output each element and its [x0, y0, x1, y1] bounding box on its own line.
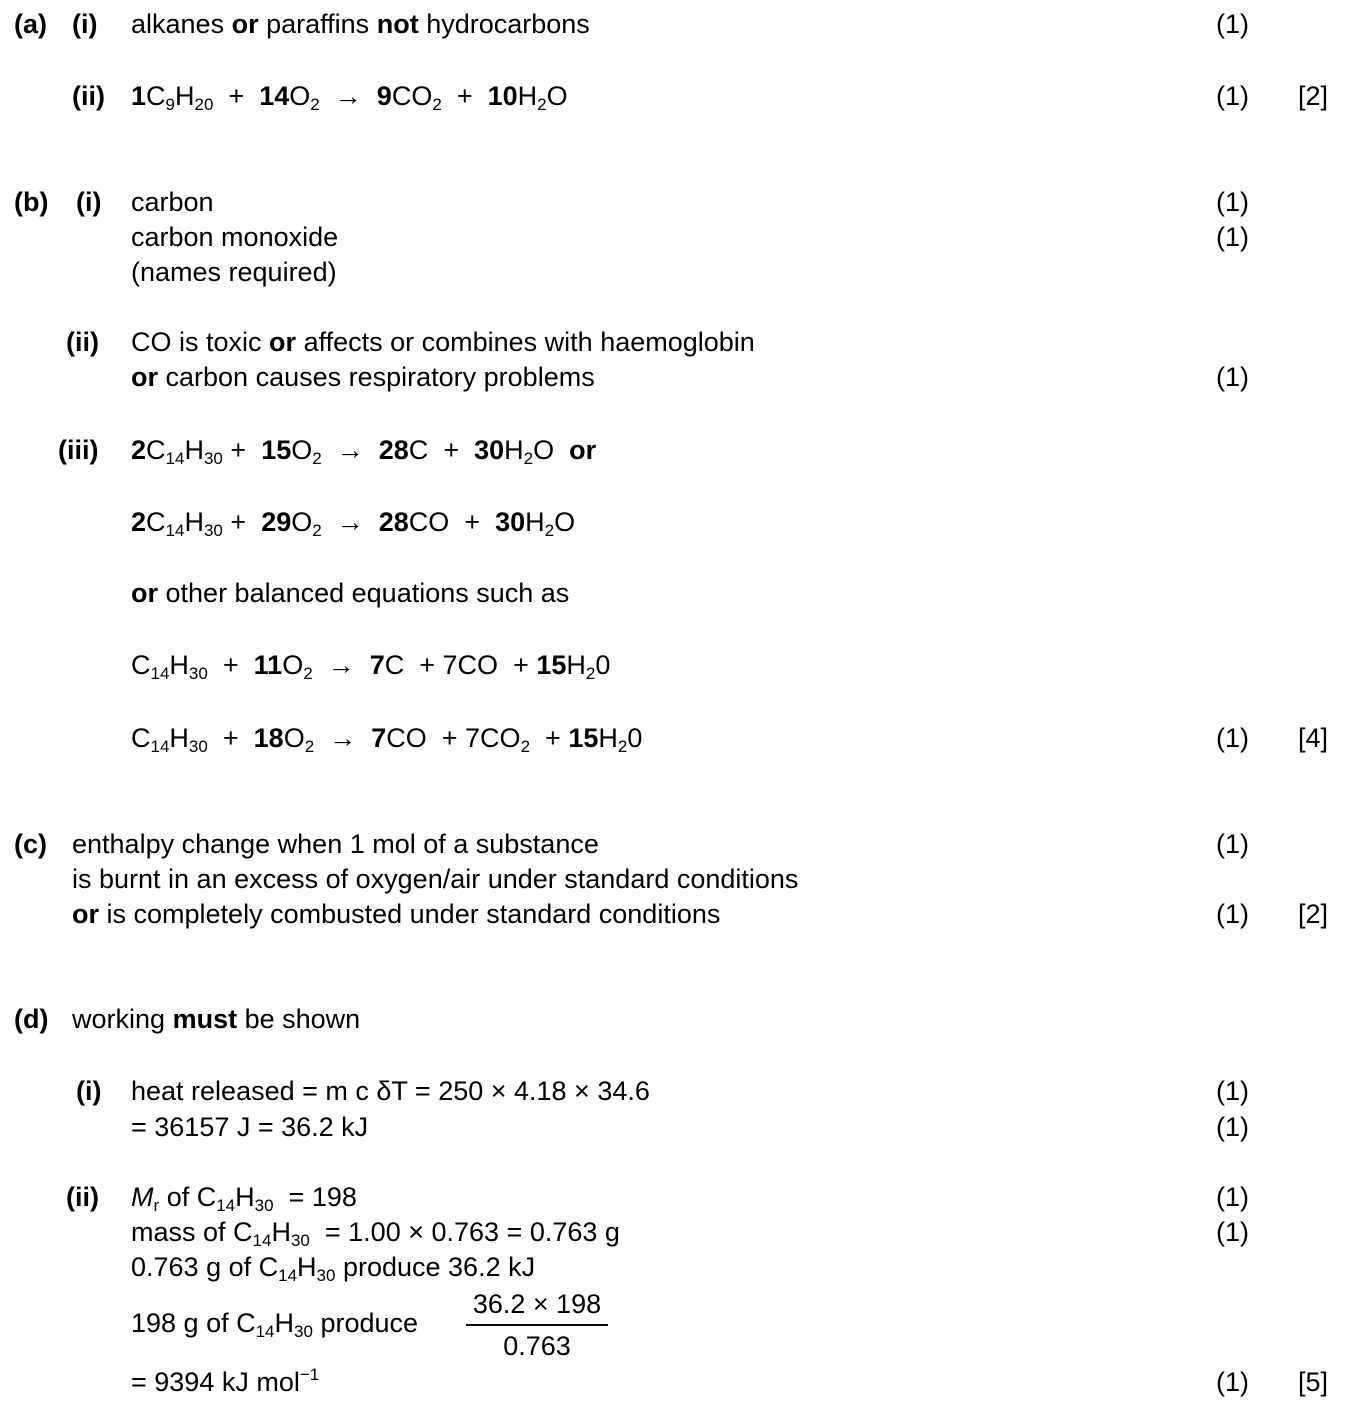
mark: (1): [1216, 9, 1249, 39]
c-text-1: enthalpy change when 1 mol of a substance: [72, 829, 599, 859]
d-ii-line-3: [0, 1249, 1346, 1285]
fraction-numerator: 36.2 × 198: [472, 1289, 602, 1319]
a-i-answer: alkanes or paraffins not hydrocarbons: [131, 9, 590, 39]
b-i-text-2: carbon monoxide: [131, 222, 339, 252]
d-i-line-1: [0, 1073, 1346, 1109]
d-ii-result: = 9394 kJ mol$^{-1}$: [131, 1365, 320, 1397]
b-iii-equation-3: $C_{14}H_{30} + 11O_2 \to 7C + 7CO + 15H_20$: [131, 650, 611, 683]
c-line-2: [0, 861, 1346, 897]
b-i-text-1: carbon: [131, 187, 214, 217]
a-ii-equation: $1C_9H_{20} + 14O_2 \to 9CO_2 + 10H_2O$: [131, 81, 568, 114]
mark: (1): [1216, 723, 1249, 753]
b-i-line-2: [0, 219, 1346, 255]
mark: (1): [1216, 1182, 1249, 1212]
b-total: [4]: [1298, 723, 1329, 753]
part-a-label: (a): [14, 9, 47, 39]
d-i-text-1: heat released = m c δT = 250 × 4.18 × 34.6: [131, 1076, 650, 1106]
mark: (1): [1216, 1076, 1249, 1106]
d-ii-line-4: [0, 1305, 1346, 1341]
d-ii-line-1: [0, 1179, 1346, 1215]
d-ii-line-5: [0, 1364, 1346, 1400]
c-line-3: [0, 896, 1346, 932]
mark: (1): [1216, 1367, 1249, 1397]
d-ii-text-2: mass of $C_{14}H_{30} = 1.00 \times 0.763 = 0.763$ g: [131, 1217, 620, 1250]
fraction-bar: [466, 1324, 608, 1326]
fraction: [466, 1286, 608, 1362]
d-i-line-2: [0, 1109, 1346, 1145]
a-total: [2]: [1298, 81, 1329, 111]
b-i-line-1: [0, 184, 1346, 220]
d-ii-text-3: 0.763 g of $C_{14}H_{30}$ produce 36.2 kJ: [131, 1252, 536, 1285]
mark: (1): [1216, 1217, 1249, 1247]
b-iii-line-2: [0, 504, 1346, 540]
b-ii-text-2: or carbon causes respiratory problems: [131, 362, 595, 392]
c-total: [2]: [1298, 899, 1329, 929]
b-ii-text-1: CO is toxic or affects or combines with haemoglobin: [131, 327, 755, 357]
c-text-3: or is completely combusted under standard conditions: [72, 899, 721, 929]
part-b-label: (b): [14, 187, 49, 217]
a-ii-label: (ii): [72, 81, 105, 111]
mark: (1): [1216, 187, 1249, 217]
b-iii-line-3: [0, 575, 1346, 611]
mark: (1): [1216, 222, 1249, 252]
b-i-line-3: [0, 254, 1346, 290]
d-ii-line-2: [0, 1214, 1346, 1250]
mark: (1): [1216, 362, 1249, 392]
mark: (1): [1216, 829, 1249, 859]
d-i-text-2: = 36157 J = 36.2 kJ: [131, 1112, 369, 1142]
b-i-label: (i): [76, 187, 102, 217]
b-iii-equation-2: $2C_{14}H_{30} + 29O_2 \to 28CO + 30H_2O$: [131, 507, 576, 540]
b-ii-label: (ii): [66, 327, 99, 357]
d-total: [5]: [1298, 1367, 1329, 1397]
c-text-2: is burnt in an excess of oxygen/air under standard conditions: [72, 864, 799, 894]
b-iii-line-1: [0, 432, 1346, 468]
b-iii-equation-4: $C_{14}H_{30} + 18O_2 \to 7CO + 7CO_2 + 15H_20$: [131, 723, 643, 756]
b-ii-line-2: [0, 359, 1346, 395]
d-heading-text: working must be shown: [72, 1004, 361, 1034]
b-iii-line-5: [0, 720, 1346, 756]
part-d-label: (d): [14, 1004, 49, 1034]
a-ii-line: [0, 78, 1346, 114]
part-c-label: (c): [14, 829, 47, 859]
b-ii-line-1: [0, 324, 1346, 360]
b-iii-line-4: [0, 647, 1346, 683]
b-i-text-3: (names required): [131, 257, 337, 287]
mark: (1): [1216, 1112, 1249, 1142]
d-ii-text-4: 198 g of $C_{14}H_{30}$ produce: [131, 1308, 419, 1341]
d-i-label: (i): [76, 1076, 102, 1106]
a-i-line: [0, 6, 1346, 42]
b-iii-label: (iii): [58, 435, 99, 465]
b-iii-other-text: or other balanced equations such as: [131, 578, 570, 608]
a-i-label: (i): [72, 9, 98, 39]
fraction-denominator: 0.763: [503, 1331, 571, 1361]
d-heading-line: [0, 1001, 1346, 1037]
mark: (1): [1216, 81, 1249, 111]
d-ii-label: (ii): [66, 1182, 99, 1212]
d-ii-text-1: $M_r$ of $C_{14}H_{30} = 198$: [131, 1182, 357, 1215]
b-iii-equation-1: $2C_{14}H_{30} + 15O_2 \to 28C + 30H_2O$ or: [131, 435, 597, 468]
c-line-1: [0, 826, 1346, 862]
mark: (1): [1216, 899, 1249, 929]
